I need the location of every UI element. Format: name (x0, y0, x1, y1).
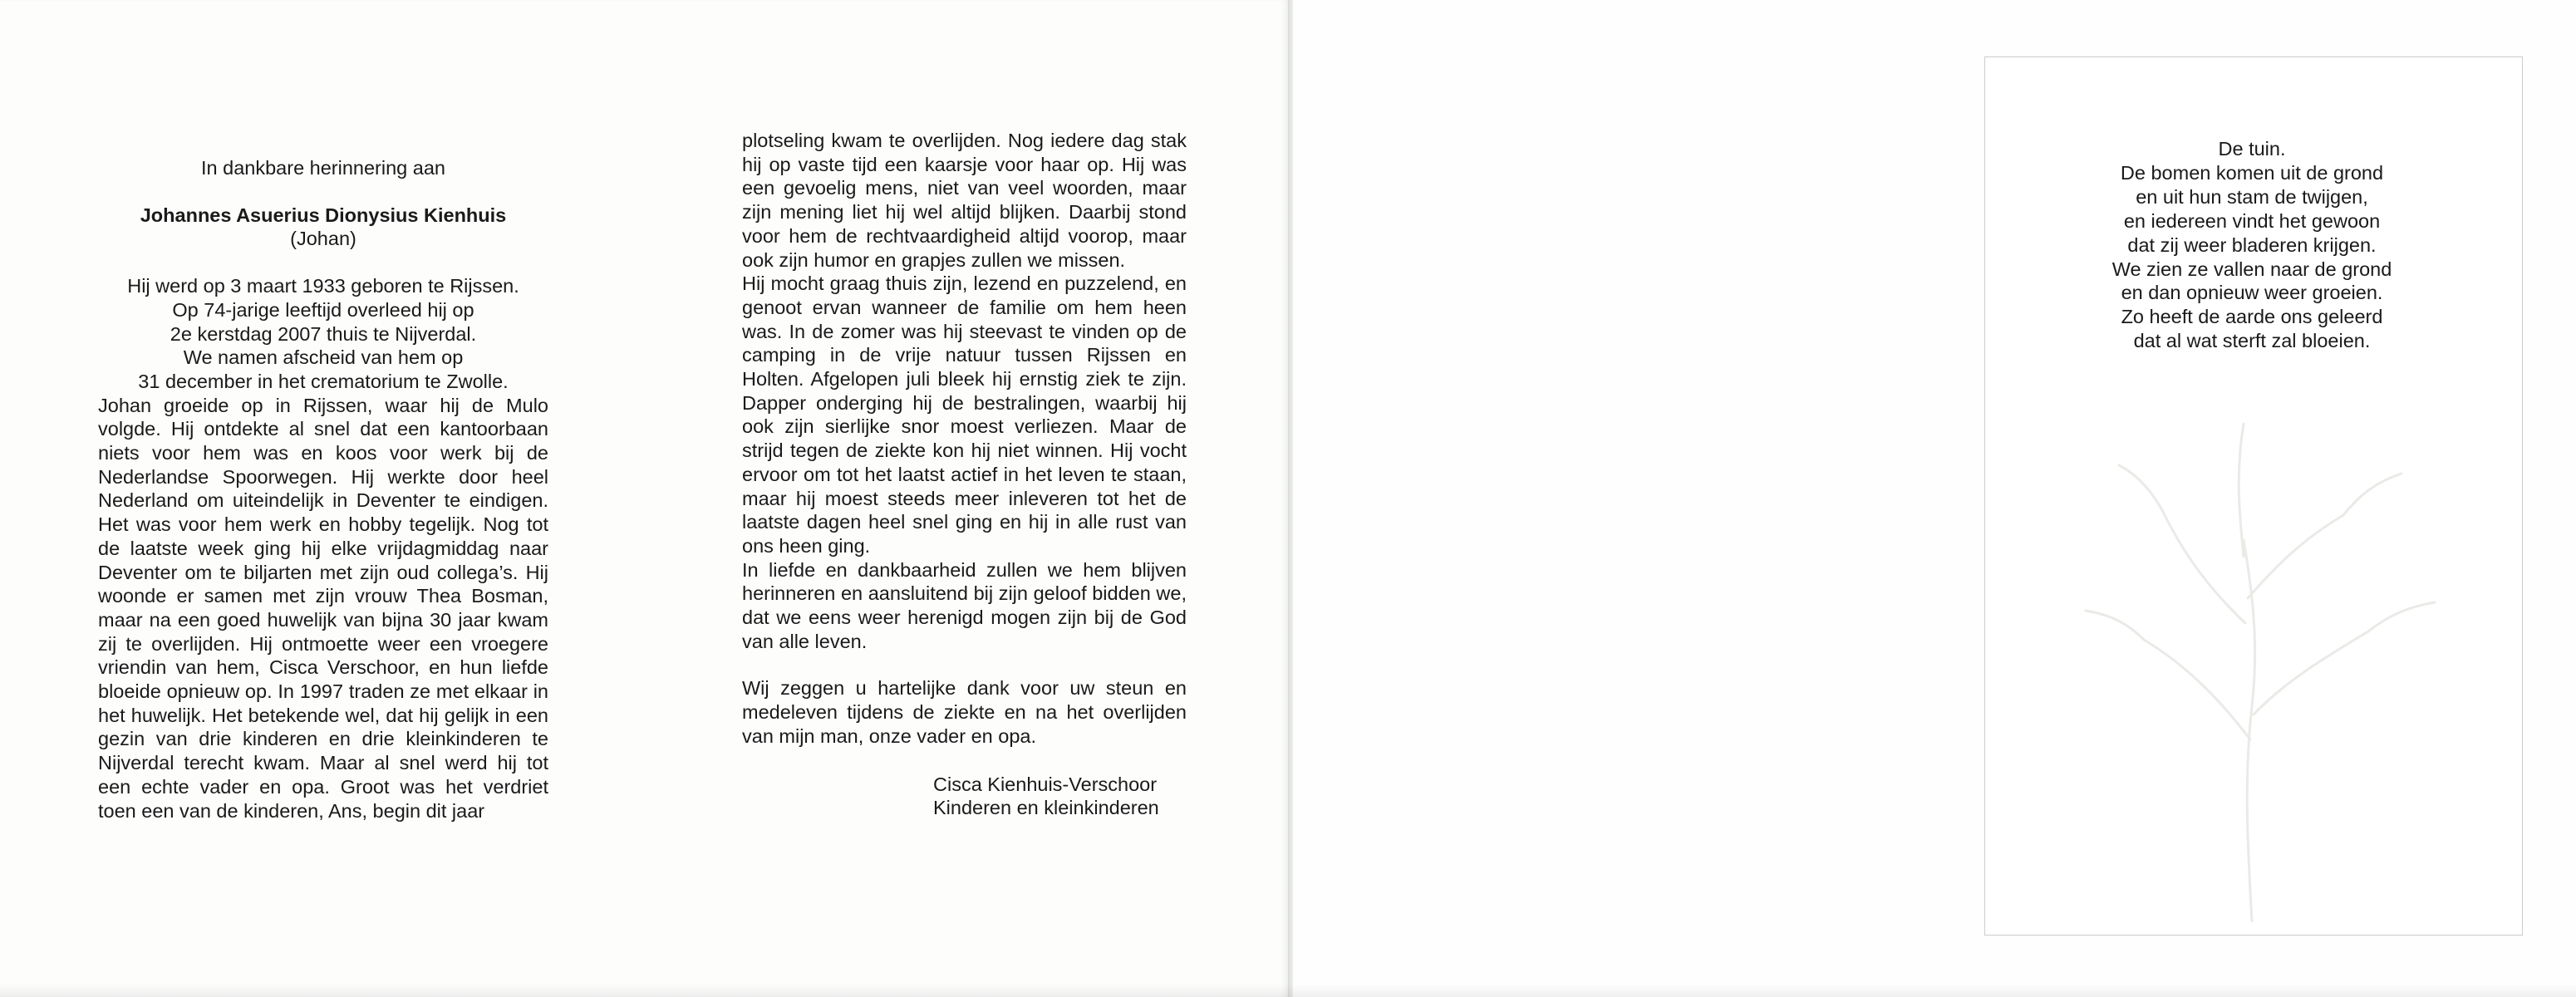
poem-title: De tuin. (2218, 138, 2286, 160)
fact-line: 31 december in het crematorium te Zwolle. (138, 370, 509, 392)
poem-line: Zo heeft de aarde ons geleerd (2121, 306, 2383, 328)
left-text-column (98, 156, 548, 823)
biography-text: Johan groeide op in Rijssen, waar hij de Mulo volgde. Hij ontdekte al snel dat een kantoorbaan niets voor hem was en koos voor werk bij de Nederlandse Spoorwegen. Hij werkte door heel Nederland om uiteindelijk in Deventer te eindigen. Het was voor hem werk en hobby tegelijk. Nog tot de laatste week ging hij elke vrijdagmiddag naar Deventer om te biljarten met zijn oud collega’s. Hij woonde er samen met zijn vrouw Thea Bosman, maar na een goed huwelijk van bijna 30 jaar kwam zij te overlijden. Hij ontmoette weer een vroegere vriendin van hem, Cisca Verschoor, en hun liefde bloeide opnieuw op. In 1997 traden ze met elkaar in het huwelijk. Het betekende wel, dat hij gelijk in een gezin van drie kinderen en drie kleinkinderen te Nijverdal terecht kwam. Maar al snel werd hij tot een echte vader en opa. Groot was het verdriet toen een van de kinderen, Ans, begin dit jaar (98, 394, 548, 822)
biography-paragraph: Hij mocht graag thuis zijn, lezend en puzzelend, en genoot ervan wanneer de familie om hem heen was. In de zomer was hij steevast te vinden op de camping in de vrije natuur tussen Rijssen en Holten. Afgelopen juli bleek hij ernstig ziek te zijn. Dapper onderging hij de bestralingen, waarbij hij ook zijn sierlijke snor moest verliezen. Maar de strijd tegen de ziekte kon hij niet winnen. Hij vocht ervoor om tot het laatst actief in het leven te staan, maar hij moest steeds meer inleveren tot het de laatste dagen heel snel ging en hij in alle rust van ons heen ging. (742, 273, 1187, 557)
deceased-name: Johannes Asuerius Dionysius Kienhuis (140, 204, 507, 226)
signature-line: Kinderen en kleinkinderen (933, 797, 1159, 819)
thanks-paragraph: Wij zeggen u hartelijke dank voor uw steun en medeleven tijdens de ziekte en na het overlijden van mijn man, onze vader en opa. (742, 677, 1187, 747)
poem-line: en dan opnieuw weer groeien. (2121, 282, 2383, 304)
poem-line: en iedereen vindt het gewoon (2123, 209, 2381, 232)
deceased-nickname: (Johan) (290, 228, 356, 250)
life-facts (98, 274, 548, 394)
signature-line: Cisca Kienhuis-Verschoor (933, 773, 1158, 795)
memorial-intro: In dankbare herinnering aan (201, 157, 445, 179)
closing-paragraph: In liefde en dankbaarheid zullen we hem blijven herinneren en aansluitend bij zijn geloof bidden we, dat we eens weer herenigd mogen zijn bij de God van alle leven. (742, 558, 1187, 652)
right-text-column (742, 129, 1187, 820)
poem-line: We zien ze vallen naar de grond (2111, 258, 2392, 280)
tree-illustration (1994, 349, 2510, 922)
fact-line: We namen afscheid van hem op (183, 346, 464, 369)
fact-line: Hij werd op 3 maart 1933 geboren te Rijssen. (127, 275, 519, 297)
signature (933, 773, 1187, 820)
scan-shadow (0, 984, 2576, 997)
poem (2044, 137, 2460, 353)
poem-line: dat zij weer bladeren krijgen. (2127, 233, 2377, 256)
poem-line: De bomen komen uit de grond (2120, 161, 2384, 184)
poem-line: dat al wat sterft zal bloeien. (2133, 330, 2371, 352)
fact-line: 2e kerstdag 2007 thuis te Nijverdal. (170, 322, 477, 345)
poem-line: en uit hun stam de twijgen, (2136, 185, 2368, 208)
biography-continued: plotseling kwam te overlijden. Nog iedere dag stak hij op vaste tijd een kaarsje voor haar op. Hij was een gevoelig mens, niet van veel woorden, maar zijn mening liet hij wel altijd blijken. Daarbij stond voor hem de rechtvaardigheid altijd voorop, maar ook zijn humor en grapjes zullen we missen. (742, 130, 1187, 271)
fact-line: Op 74-jarige leeftijd overleed hij op (172, 298, 474, 321)
